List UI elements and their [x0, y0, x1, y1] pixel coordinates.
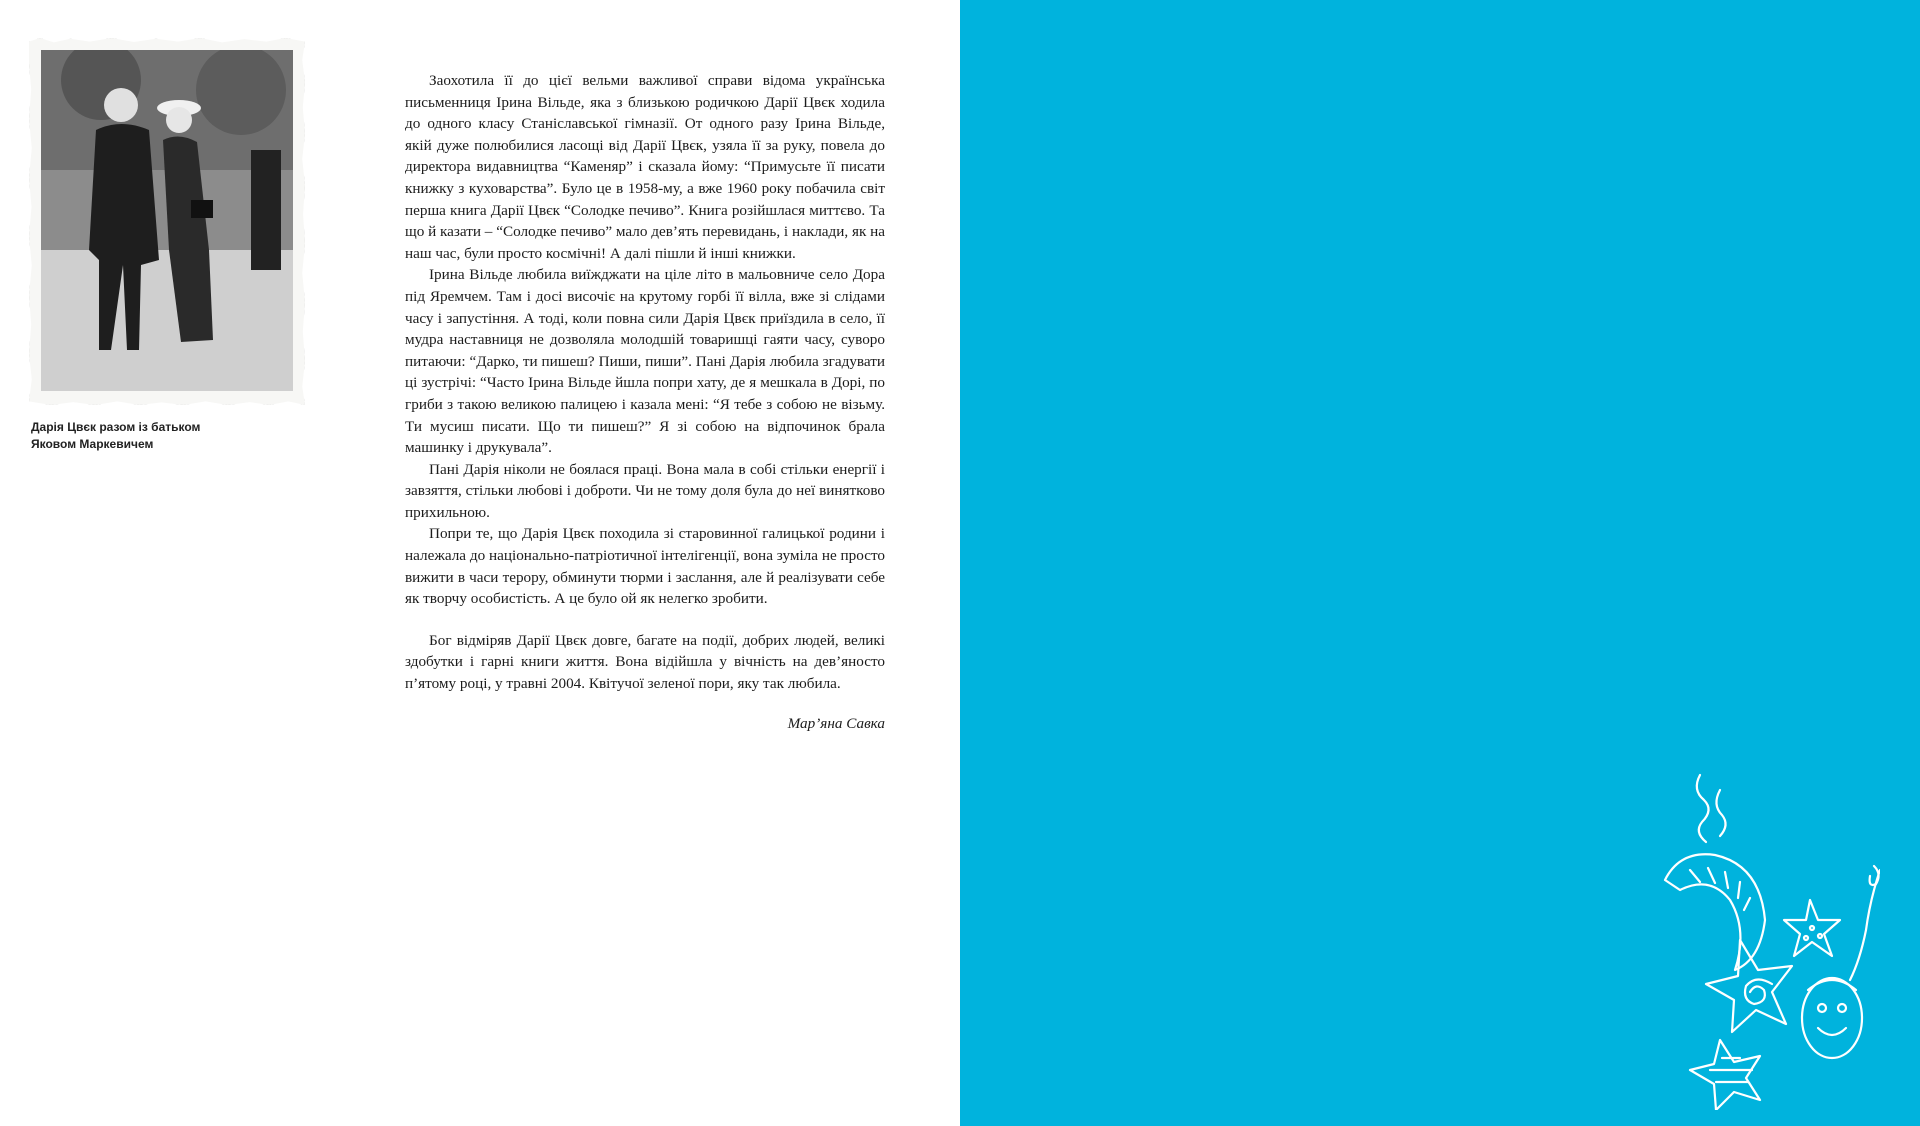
article-text	[405, 70, 885, 734]
paragraph-4: Попри те, що Дарія Цвєк походила зі старовинної галицької родини і належала до національно-патріотичної інтелігенції, вона зуміла не просто вижити в часи терору, обминути тюрми і заслання, але й реалізувати себе як творчу особистість. А це було ой як нелегко зробити.	[405, 525, 885, 608]
paragraph-1: Заохотила її до цієї вельми важливої справи відома українська письменниця Ірина Вільде, яка з близькою родичкою Дарії Цвєк ходила до одного класу Станіславської гімназії. От одного разу Ірина Вільде, якій дуже полюбилися ласощі від Дарії Цвєк, узяла її за руку, повела до директора видавництва “Каменяр” і сказала йому: “Примусьте її писати книжку з куховарства”. Було це в 1958-му, а вже 1960 року побачила світ перша книга Дарії Цвєк “Солодке печиво”. Книга розійшлася миттєво. Та що й казати – “Солодке печиво” мало дев’ять перевидань, і наклади, як на наш час, були просто космічні! А далі пішли й інші книжки.	[405, 72, 885, 262]
photo-frame	[29, 38, 305, 405]
caption-line-2: Яковом Маркевичем	[31, 437, 154, 451]
paragraph-3: Пані Дарія ніколи не боялася праці. Вона мала в собі стільки енергії і завзяття, стільки любові і доброти. Чи не тому доля була до неї винятково прихильною.	[405, 460, 885, 521]
cookie-illustration-icon	[1660, 770, 1880, 1110]
paragraph-2: Ірина Вільде любила виїжджати на ціле літо в мальовниче село Дора під Яремчем. Там і досі височіє на крутому горбі її вілла, вже зі слідами часу і запустіння. А тоді, коли повна сили Дарія Цвєк приїздила в село, її мудра наставниця не дозволяла молодшій товаришці гаяти часу, суворо питаючи: “Дарко, ти пишеш? Пиши, пиши”. Пані Дарія любила згадувати ці зустрічі: “Часто Ірина Вільде йшла попри хату, де я мешкала в Дорі, по гриби з такою великою палицею і казала мені: “Я тебе з собою не візьму. Ти мусиш писати. Що ти пишеш?” Я зі собою на відпочинок брала машинку і друкувала”.	[405, 266, 885, 457]
paragraph-5: Бог відміряв Дарії Цвєк довге, багате на події, добрих людей, великі здобутки і гарні книги життя. Вона відійшла у вічність на дев’яносто п’ятому році, у травні 2004. Квітучої зеленої пори, яку так любила.	[405, 631, 885, 693]
photo-caption	[31, 419, 271, 453]
author-signature: Мар’яна Савка	[787, 714, 885, 732]
caption-line-1: Дарія Цвєк разом із батьком	[31, 420, 201, 434]
vintage-photo-image	[41, 50, 293, 391]
right-page	[960, 0, 1920, 1126]
